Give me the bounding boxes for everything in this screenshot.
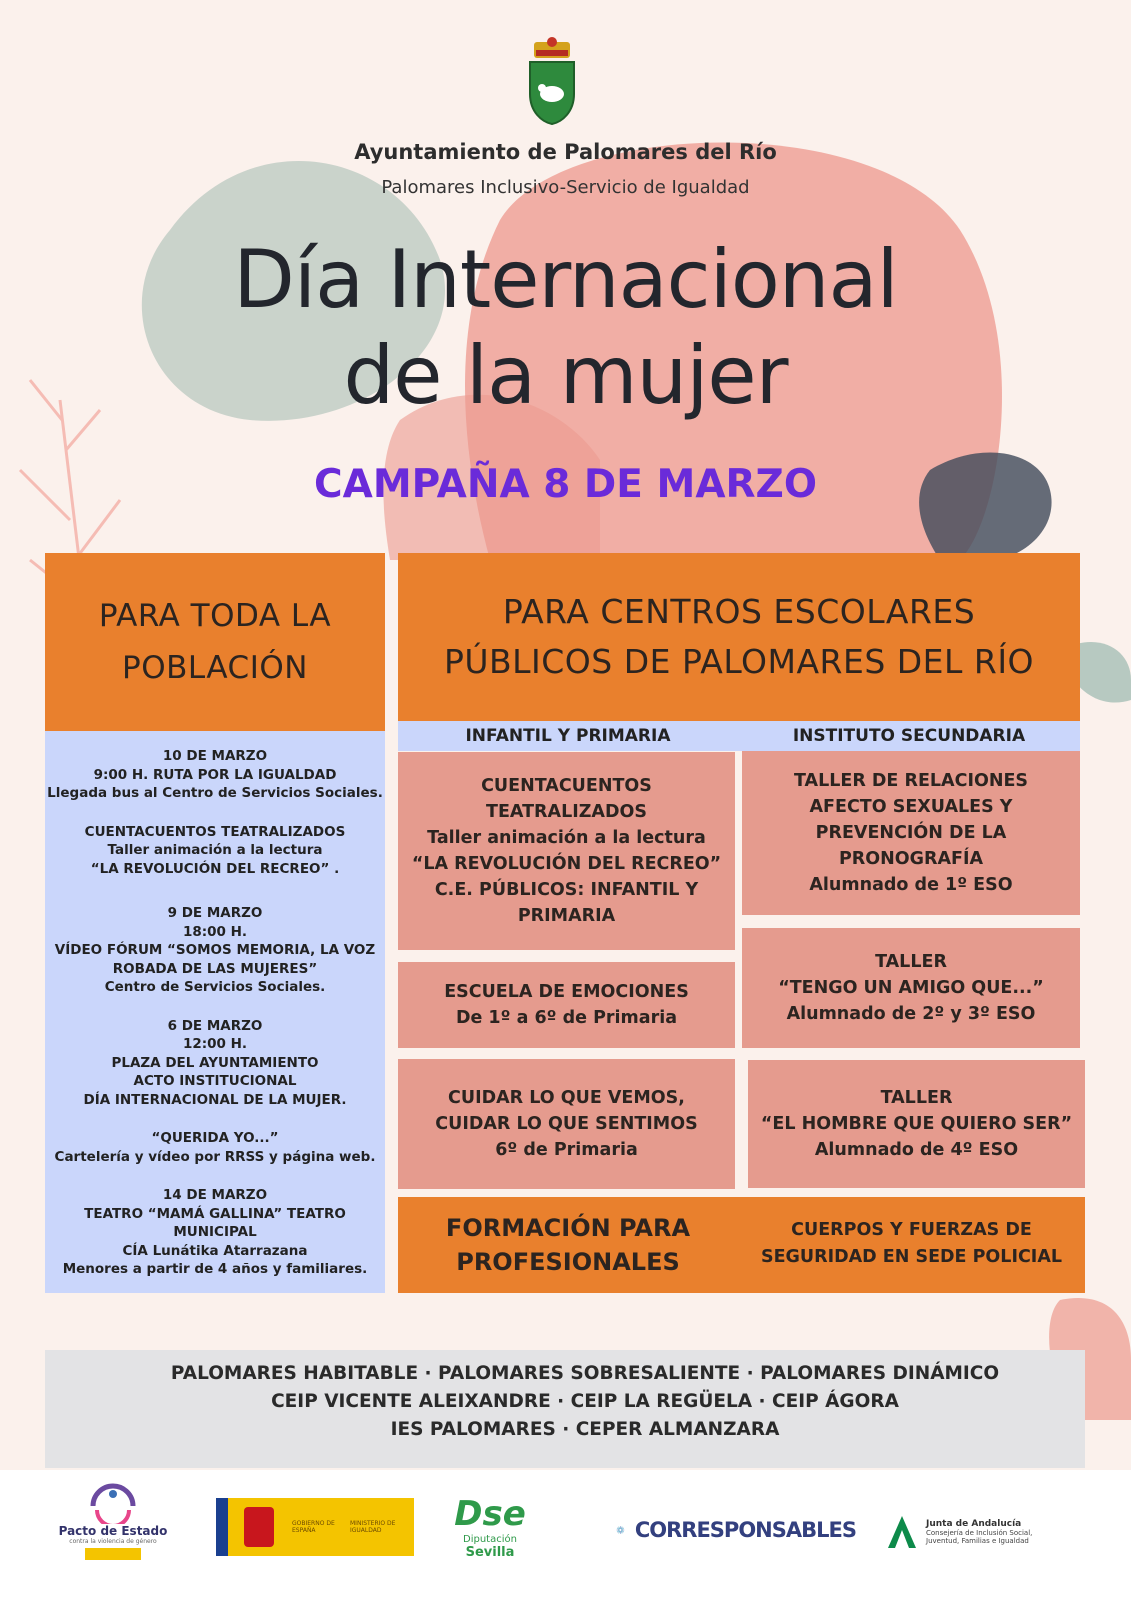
- event-item: CUENTACUENTOS TEATRALIZADOS Taller animación a la lectura “LA REVOLUCIÓN DEL RECREO” .: [84, 823, 346, 877]
- event-item: 6 DE MARZO 12:00 H. PLAZA DEL AYUNTAMIENTO ACTO INSTITUCIONAL DÍA INTERNACIONAL DE LA MUJER.: [83, 1017, 347, 1108]
- corresponsables-logo: [616, 1502, 856, 1558]
- partners-line2: CEIP VICENTE ALEIXANDRE · CEIP LA REGÜELA · CEIP ÁGORA: [271, 1391, 899, 1412]
- activity-card-amigo: TALLER “TENGO UN AMIGO QUE...” Alumnado de 2º y 3º ESO: [742, 928, 1080, 1048]
- training-bar: [398, 1197, 1085, 1293]
- left-events-panel: [45, 731, 385, 1293]
- pacto-estado-logo: [58, 1480, 168, 1580]
- right-heading-box: [398, 553, 1080, 721]
- training-text: CUERPOS Y FUERZAS DE SEGURIDAD EN SEDE POLICIAL: [760, 1220, 1063, 1267]
- left-heading-line1: PARA TODA LA: [98, 598, 332, 634]
- junta-a-icon: [884, 1514, 920, 1550]
- pacto-flag-icon: [85, 1548, 141, 1560]
- main-title-line2: de la mujer: [343, 329, 788, 422]
- diputacion-label: Diputación: [463, 1534, 517, 1545]
- activity-card-cuentacuentos: CUENTACUENTOS TEATRALIZADOS Taller animación a la lectura “LA REVOLUCIÓN DEL RECREO” C.E. PÚBLICOS: INFANTIL Y PRIMARIA: [398, 752, 735, 950]
- junta-sublabel1: Consejería de Inclusión Social,: [926, 1529, 1033, 1537]
- sevilla-label: Sevilla: [465, 1545, 515, 1560]
- left-heading-box: [45, 553, 385, 731]
- junta-sublabel2: Juventud, Familias e Igualdad: [926, 1537, 1029, 1545]
- diputacion-sevilla-logo: [455, 1494, 525, 1578]
- partners-line3: IES PALOMARES · CEPER ALMANZARA: [390, 1419, 780, 1440]
- column-headings-bar: [398, 721, 1080, 751]
- eu-flag-icon: [216, 1498, 228, 1556]
- ministerio-label: MINISTERIO DE IGUALDAD: [350, 1520, 396, 1534]
- partners-line1: PALOMARES HABITABLE · PALOMARES SOBRESALIENTE · PALOMARES DINÁMICO: [170, 1363, 1000, 1384]
- left-heading-line2: POBLACIÓN: [122, 650, 308, 686]
- municipal-crest-logo: [526, 36, 578, 126]
- activity-card-hombre: TALLER “EL HOMBRE QUE QUIERO SER” Alumnado de 4º ESO: [748, 1060, 1085, 1188]
- event-item: “QUERIDA YO...” Cartelería y vídeo por RRSS y página web.: [54, 1130, 376, 1165]
- activity-card-cuidar: CUIDAR LO QUE VEMOS, CUIDAR LO QUE SENTIMOS 6º de Primaria: [398, 1059, 735, 1189]
- event-item: 14 DE MARZO TEATRO “MAMÁ GALLINA” TEATRO MUNICIPAL CÍA Lunátika Atarrazana Menores a partir de 4 años y familiares.: [62, 1187, 368, 1277]
- partners-band: [45, 1350, 1085, 1468]
- dse-mark-icon: Dse: [454, 1494, 526, 1534]
- pacto-sublabel: contra la violencia de género: [69, 1538, 157, 1545]
- junta-label: Junta de Andalucía: [926, 1519, 1022, 1529]
- corresponsables-burst-icon: [616, 1501, 625, 1559]
- junta-andalucia-logo: [884, 1508, 1084, 1556]
- right-heading-line1: PARA CENTROS ESCOLARES: [502, 592, 976, 631]
- gobierno-label: GOBIERNO DE ESPAÑA: [292, 1520, 335, 1534]
- activity-card-relaciones: TALLER DE RELACIONES AFECTO SEXUALES Y PREVENCIÓN DE LA PRONOGRAFÍA Alumnado de 1º ESO: [742, 751, 1080, 915]
- event-item: 9 DE MARZO 18:00 H. VÍDEO FÓRUM “SOMOS MEMORIA, LA VOZ ROBADA DE LAS MUJERES” Centro de Servicios Sociales.: [54, 905, 376, 995]
- spain-shield-icon: [244, 1507, 274, 1547]
- col2-title: INSTITUTO SECUNDARIA: [792, 726, 1026, 746]
- training-title: FORMACIÓN PARA PROFESIONALES: [445, 1214, 691, 1276]
- activity-card-emociones: ESCUELA DE EMOCIONES De 1º a 6º de Primaria: [398, 962, 735, 1048]
- gobierno-logo: [216, 1498, 414, 1556]
- campaign-title: CAMPAÑA 8 DE MARZO: [314, 462, 817, 507]
- pacto-label: Pacto de Estado: [58, 1524, 168, 1538]
- right-heading-line2: PÚBLICOS DE PALOMARES DEL RÍO: [443, 642, 1035, 681]
- org-subtitle: Palomares Inclusivo-Servicio de Igualdad: [381, 177, 750, 198]
- col1-title: INFANTIL Y PRIMARIA: [465, 726, 671, 746]
- event-item: 10 DE MARZO 9:00 H. RUTA POR LA IGUALDAD Llegada bus al Centro de Servicios Sociales.: [47, 748, 383, 801]
- main-title: [0, 232, 1131, 424]
- org-title: Ayuntamiento de Palomares del Río: [354, 140, 777, 164]
- logos-footer: [0, 1470, 1131, 1600]
- main-title-line1: Día Internacional: [233, 233, 898, 326]
- corresponsables-label: CORRESPONSABLES: [634, 1518, 856, 1542]
- pacto-circle-icon: [83, 1480, 143, 1524]
